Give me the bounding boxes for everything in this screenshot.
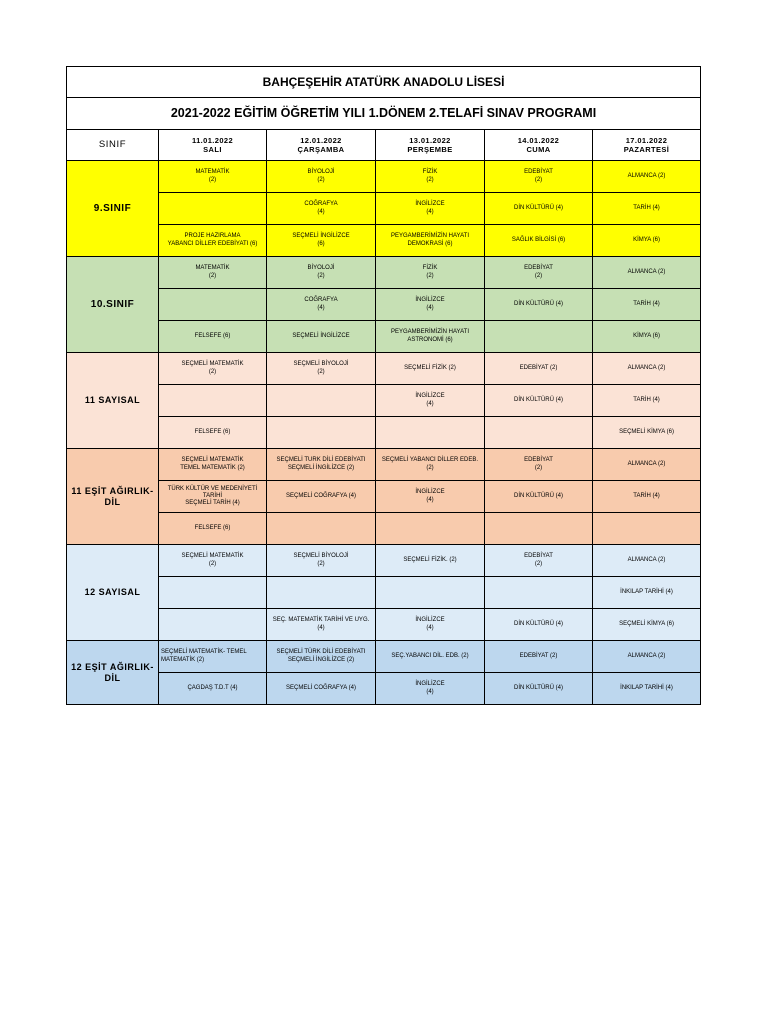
program-title-row xyxy=(67,98,701,130)
exam-cell: ALMANCA (2) xyxy=(593,353,701,385)
exam-cell xyxy=(159,193,267,225)
exam-cell: TARİH (4) xyxy=(593,289,701,321)
schedule-row xyxy=(67,609,701,641)
exam-cell: SEÇMELİ MATEMATİK TEMEL MATEMATİK (2) xyxy=(159,449,267,481)
exam-cell: İNGİLİZCE (4) xyxy=(376,481,485,513)
schedule-row xyxy=(67,641,701,673)
class-group-label: 10.SINIF xyxy=(67,257,159,353)
class-group-label: 12 SAYISAL xyxy=(67,545,159,641)
exam-cell xyxy=(159,577,267,609)
day-name: PERŞEMBE xyxy=(407,145,453,154)
class-group-label: 11 SAYISAL xyxy=(67,353,159,449)
schedule-row xyxy=(67,449,701,481)
exam-cell: İNKILAP TARİHİ (4) xyxy=(593,673,701,705)
exam-cell: SEÇ.YABANCI DİL. EDB. (2) xyxy=(376,641,485,673)
exam-cell: İNGİLİZCE (4) xyxy=(376,609,485,641)
exam-cell: ÇAGDAŞ T.D.T (4) xyxy=(159,673,267,705)
day-name: ÇARŞAMBA xyxy=(297,145,345,154)
day-name: SALI xyxy=(203,145,222,154)
exam-cell: PEYGAMBERİMİZİN HAYATI DEMOKRASİ (6) xyxy=(376,225,485,257)
exam-cell: SEÇMELİ YABANCI DİLLER EDEB. (2) xyxy=(376,449,485,481)
exam-cell xyxy=(159,289,267,321)
schedule-row xyxy=(67,673,701,705)
exam-cell: SEÇMELİ COĞRAFYA (4) xyxy=(267,481,376,513)
exam-cell: SEÇMELİ FİZİK (2) xyxy=(376,353,485,385)
exam-cell: SEÇMELİ MATEMATİK (2) xyxy=(159,545,267,577)
exam-cell: DİN KÜLTÜRÜ (4) xyxy=(485,609,593,641)
schedule-row xyxy=(67,353,701,385)
exam-cell: ALMANCA (2) xyxy=(593,545,701,577)
exam-cell: EDEBİYAT (2) xyxy=(485,641,593,673)
exam-cell xyxy=(485,417,593,449)
schedule-row xyxy=(67,513,701,545)
day-name: CUMA xyxy=(526,145,551,154)
exam-cell xyxy=(376,417,485,449)
exam-cell: DİN KÜLTÜRÜ (4) xyxy=(485,385,593,417)
exam-cell xyxy=(267,417,376,449)
schedule-row xyxy=(67,545,701,577)
exam-cell: FİZİK (2) xyxy=(376,257,485,289)
exam-cell: İNGİLİZCE (4) xyxy=(376,673,485,705)
exam-cell: EDEBİYAT (2) xyxy=(485,257,593,289)
exam-cell: TARİH (4) xyxy=(593,385,701,417)
exam-cell xyxy=(485,321,593,353)
exam-cell: FİZİK (2) xyxy=(376,161,485,193)
exam-cell xyxy=(267,513,376,545)
day-header xyxy=(485,130,593,161)
exam-cell: DİN KÜLTÜRÜ (4) xyxy=(485,481,593,513)
header-row xyxy=(67,130,701,161)
exam-cell: İNGİLİZCE (4) xyxy=(376,289,485,321)
exam-cell: PEYGAMBERİMİZİN HAYATI ASTRONOMİ (6) xyxy=(376,321,485,353)
exam-cell: SEÇMELİ BİYOLOJİ (2) xyxy=(267,545,376,577)
exam-cell: SEÇMELİ FİZİK. (2) xyxy=(376,545,485,577)
schedule-row xyxy=(67,481,701,513)
schedule-row xyxy=(67,417,701,449)
day-date: 17.01.2022 xyxy=(625,136,668,145)
exam-cell: SEÇMELİ KİMYA (6) xyxy=(593,609,701,641)
exam-cell xyxy=(485,577,593,609)
schedule-row xyxy=(67,225,701,257)
schedule-row xyxy=(67,289,701,321)
day-date: 12.01.2022 xyxy=(300,136,342,145)
exam-cell: MATEMATİK (2) xyxy=(159,161,267,193)
exam-cell: ALMANCA (2) xyxy=(593,449,701,481)
exam-cell: SEÇMELİ MATEMATİK (2) xyxy=(159,353,267,385)
day-date: 13.01.2022 xyxy=(409,136,451,145)
exam-cell xyxy=(159,609,267,641)
exam-cell: İNGİLİZCE (4) xyxy=(376,193,485,225)
exam-cell: SEÇMELİ BİYOLOJİ (2) xyxy=(267,353,376,385)
exam-cell: İNGİLİZCE (4) xyxy=(376,385,485,417)
day-name: PAZARTESİ xyxy=(623,145,670,154)
exam-cell xyxy=(485,513,593,545)
schedule-row xyxy=(67,577,701,609)
exam-cell: ALMANCA (2) xyxy=(593,641,701,673)
exam-cell: DİN KÜLTÜRÜ (4) xyxy=(485,289,593,321)
exam-cell: SEÇMELİ TURK DİLİ EDEBİYATI SEÇMELİ İNGİLİZCE (2) xyxy=(267,449,376,481)
day-header xyxy=(593,130,701,161)
exam-cell: SEÇMELİ TÜRK DİLİ EDEBİYATI SEÇMELİ İNGİLİZCE (2) xyxy=(267,641,376,673)
schedule-row xyxy=(67,193,701,225)
exam-cell: EDEBİYAT (2) xyxy=(485,353,593,385)
exam-cell: SAĞLIK BİLGİSİ (6) xyxy=(485,225,593,257)
exam-cell xyxy=(267,577,376,609)
exam-cell: SEÇMELİ İNGİLİZCE (6) xyxy=(267,225,376,257)
exam-cell: İNKILAP TARİHİ (4) xyxy=(593,577,701,609)
exam-cell: FELSEFE (6) xyxy=(159,513,267,545)
day-header xyxy=(267,130,376,161)
exam-cell: FELSEFE (6) xyxy=(159,417,267,449)
exam-cell: KİMYA (6) xyxy=(593,225,701,257)
schedule-row xyxy=(67,385,701,417)
exam-cell: PROJE HAZIRLAMA YABANCI DİLLER EDEBİYATI (6) xyxy=(159,225,267,257)
exam-cell xyxy=(376,513,485,545)
exam-cell: COĞRAFYA (4) xyxy=(267,289,376,321)
exam-cell: EDEBİYAT (2) xyxy=(485,161,593,193)
exam-cell: ALMANCA (2) xyxy=(593,161,701,193)
exam-cell xyxy=(159,385,267,417)
exam-schedule-table xyxy=(66,66,701,705)
exam-cell: TÜRK KÜLTÜR VE MEDENİYETİ TARİHİ SEÇMELİ TARİH (4) xyxy=(159,481,267,513)
exam-cell: COĞRAFYA (4) xyxy=(267,193,376,225)
exam-cell: BİYOLOJİ (2) xyxy=(267,161,376,193)
schedule-row xyxy=(67,161,701,193)
exam-cell xyxy=(593,513,701,545)
exam-cell: SEÇMELİ COĞRAFYA (4) xyxy=(267,673,376,705)
day-date: 14.01.2022 xyxy=(517,136,560,145)
class-group-label: 9.SINIF xyxy=(67,161,159,257)
schedule-row xyxy=(67,321,701,353)
exam-cell: SEÇMELİ MATEMATİK- TEMEL MATEMATİK (2) xyxy=(159,641,267,673)
exam-cell: DİN KÜLTÜRÜ (4) xyxy=(485,193,593,225)
exam-cell: SEÇ. MATEMATİK TARİHİ VE UYG. (4) xyxy=(267,609,376,641)
exam-cell: MATEMATİK (2) xyxy=(159,257,267,289)
school-title-row xyxy=(67,67,701,98)
day-date: 11.01.2022 xyxy=(191,136,234,145)
exam-cell: FELSEFE (6) xyxy=(159,321,267,353)
program-title: 2021-2022 EĞİTİM ÖĞRETİM YILI 1.DÖNEM 2.TELAFİ SINAV PROGRAMI xyxy=(67,98,701,130)
schedule-row xyxy=(67,257,701,289)
exam-cell: SEÇMELİ KİMYA (6) xyxy=(593,417,701,449)
exam-cell: EDEBİYAT (2) xyxy=(485,449,593,481)
exam-cell: BİYOLOJİ (2) xyxy=(267,257,376,289)
day-header xyxy=(159,130,267,161)
class-group-label: 12 EŞİT AĞIRLIK- DİL xyxy=(67,641,159,705)
exam-cell: KİMYA (6) xyxy=(593,321,701,353)
exam-cell xyxy=(267,385,376,417)
day-header xyxy=(376,130,485,161)
exam-cell: SEÇMELİ İNGİLİZCE xyxy=(267,321,376,353)
school-title: BAHÇEŞEHİR ATATÜRK ANADOLU LİSESİ xyxy=(67,67,701,98)
exam-cell: DİN KÜLTÜRÜ (4) xyxy=(485,673,593,705)
sinif-header: SINIF xyxy=(67,130,159,161)
exam-cell: TARİH (4) xyxy=(593,481,701,513)
class-group-label: 11 EŞİT AĞIRLIK- DİL xyxy=(67,449,159,545)
exam-cell: EDEBİYAT (2) xyxy=(485,545,593,577)
exam-cell: TARİH (4) xyxy=(593,193,701,225)
exam-cell: ALMANCA (2) xyxy=(593,257,701,289)
exam-cell xyxy=(376,577,485,609)
